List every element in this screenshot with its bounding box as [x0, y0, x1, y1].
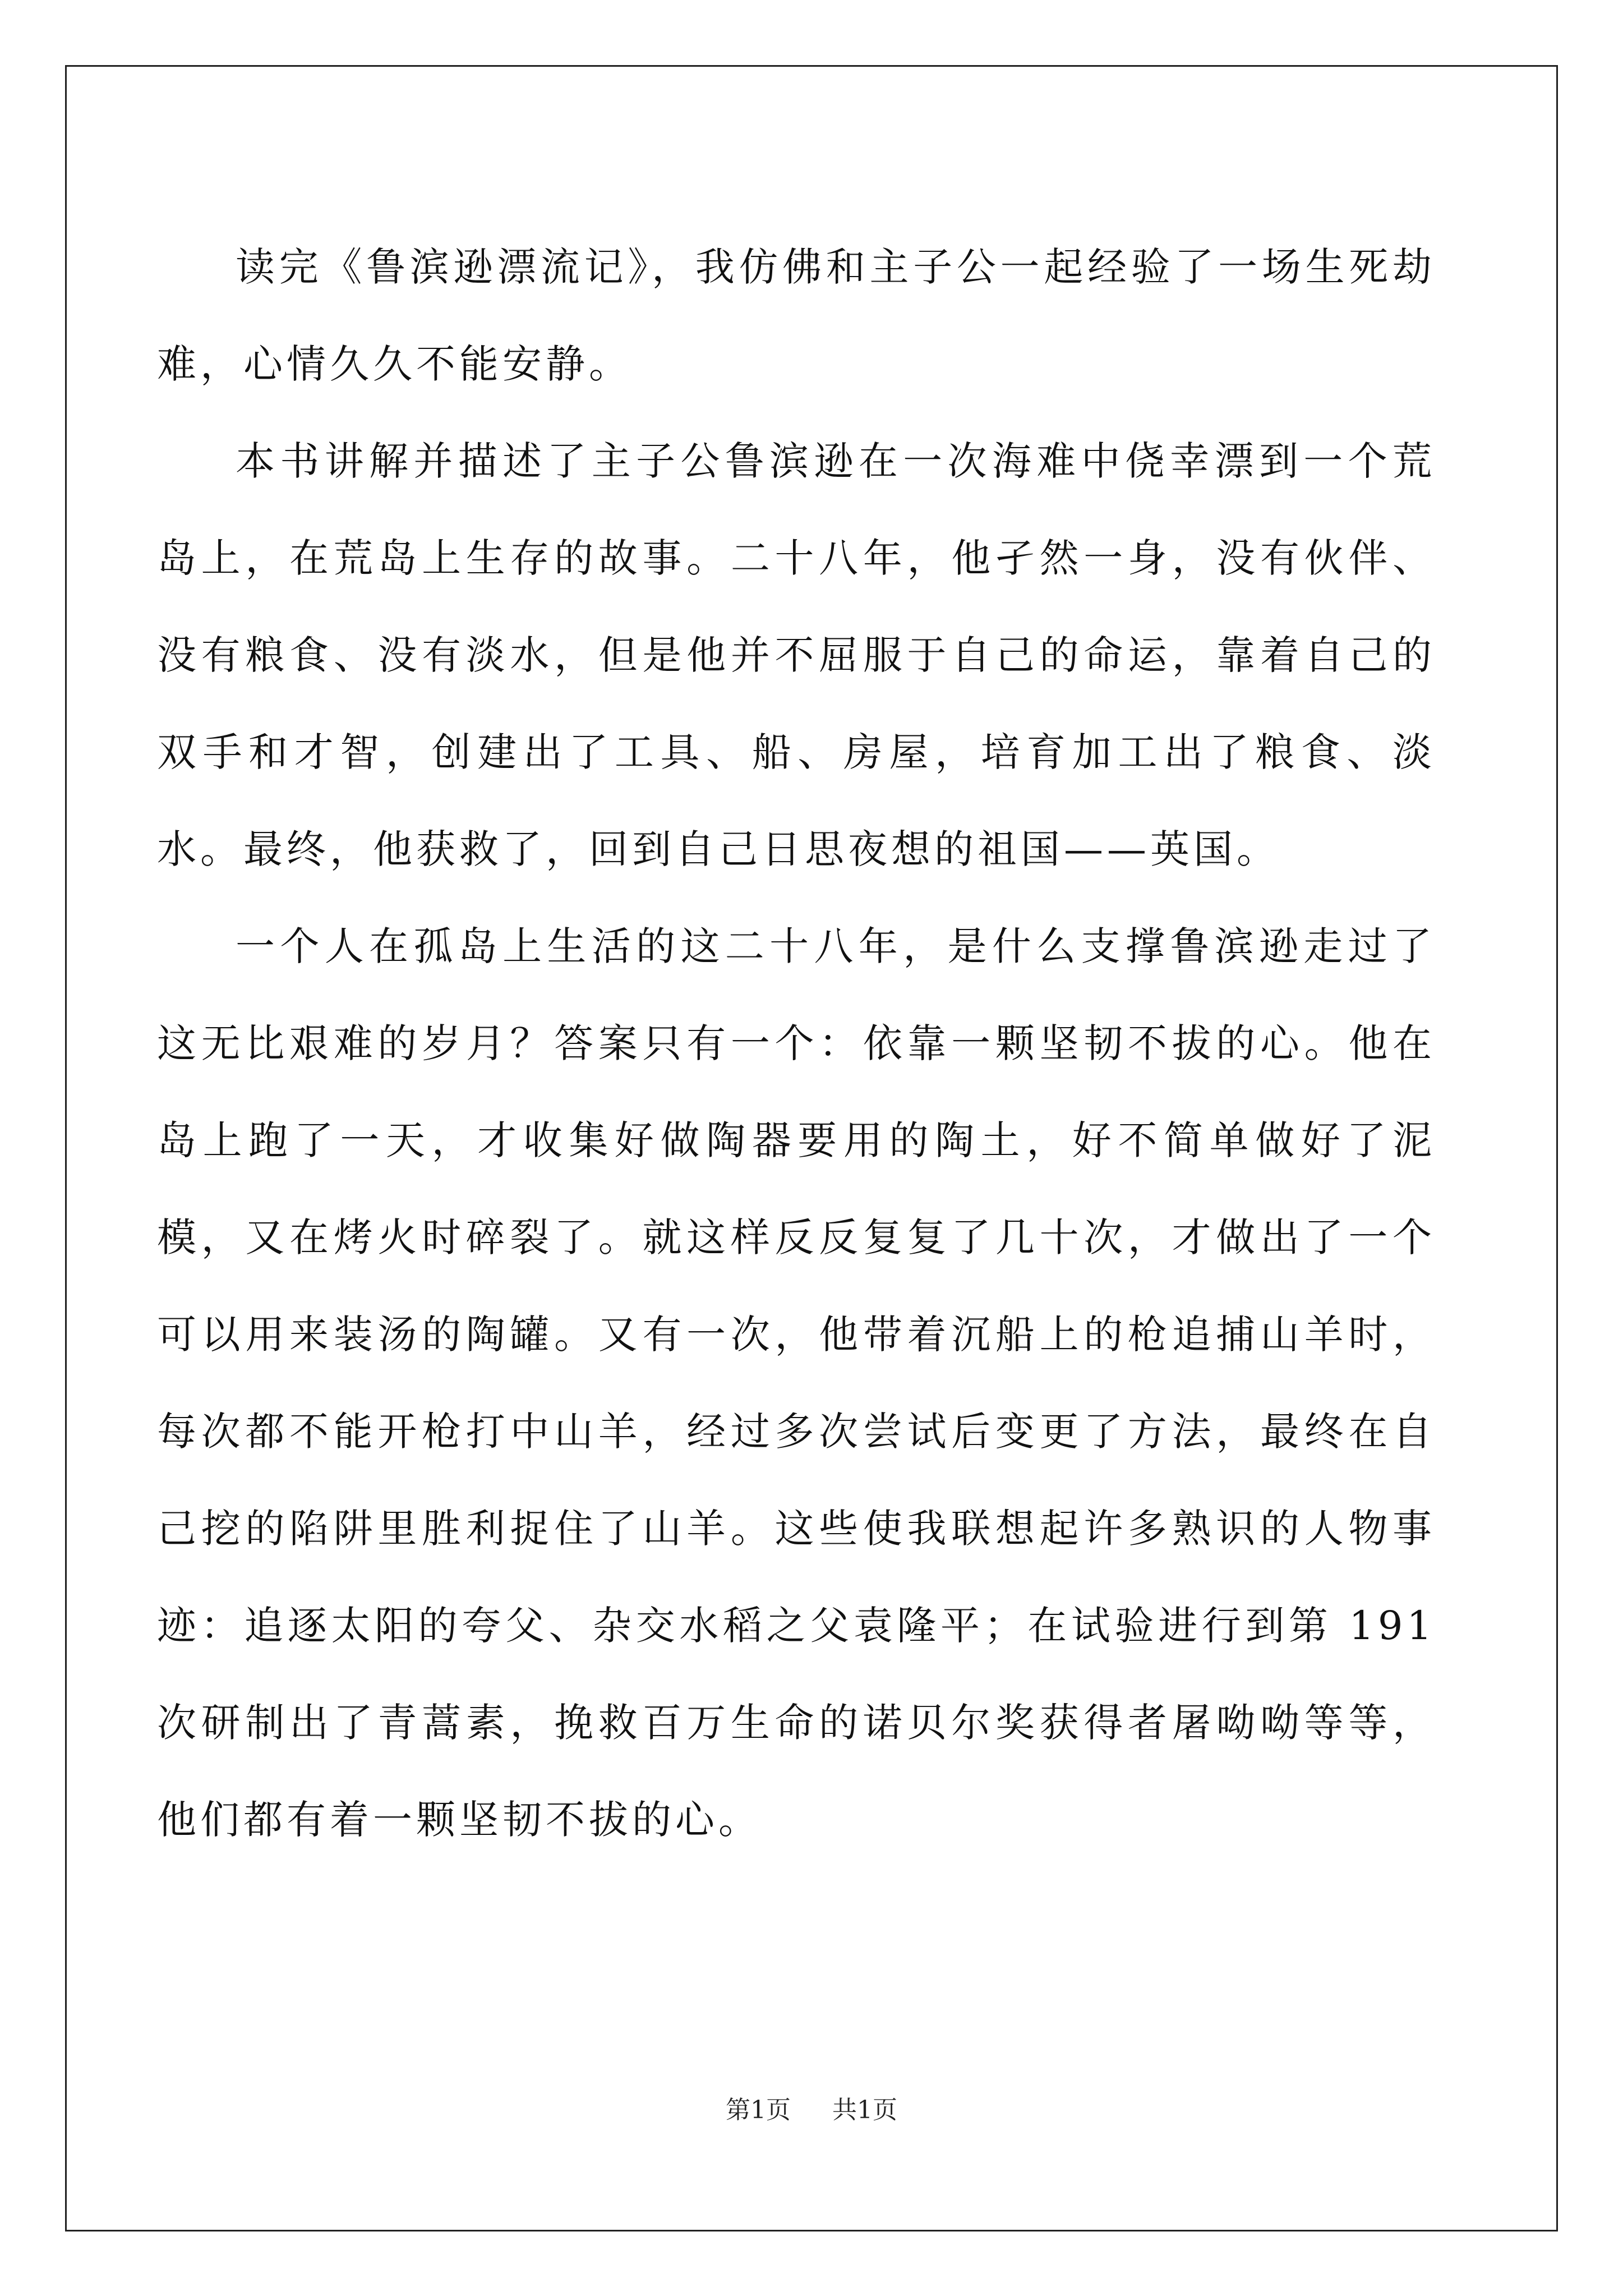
page-number: 第1页: [726, 2096, 791, 2124]
page-footer: [0, 2090, 1623, 2125]
paragraph-1: 读完《鲁滨逊漂流记》，我仿佛和主子公一起经验了一场生死劫难，心情久久不能安静。: [157, 244, 1436, 387]
page-total: 共1页: [832, 2096, 897, 2124]
paragraph-2: 本书讲解并描述了主子公鲁滨逊在一次海难中侥幸漂到一个荒岛上，在荒岛上生存的故事。二十八年，他孑然一身，没有伙伴、没有粮食、没有淡水，但是他并不屈服于自己的命运，靠着自己的双手和才智，创建出了工具、船、房屋，培育加工出了粮食、淡水。最终，他获救了，回到自己日思夜想的祖国——英国。: [157, 438, 1436, 872]
paragraph-3: 一个人在孤岛上生活的这二十八年，是什么支撑鲁滨逊走过了这无比艰难的岁月？答案只有一个：依靠一颗坚韧不拔的心。他在岛上跑了一天，才收集好做陶器要用的陶土，好不简单做好了泥模，又在烤火时碎裂了。就这样反反复复了几十次，才做出了一个可以用来装汤的陶罐。又有一次，他带着沉船上的枪追捕山羊时，每次都不能开枪打中山羊，经过多次尝试后变更了方法，最终在自己挖的陷阱里胜利捉住了山羊。这些使我联想起许多熟识的人物事迹：追逐太阳的夸父、杂交水稻之父袁隆平；在试验进行到第 191 次研制出了青蒿素，挽救百万生命的诺贝尔奖获得者屠呦呦等等，他们都有着一颗坚韧不拔的心。: [157, 923, 1436, 1843]
document-body: [157, 219, 1436, 1869]
